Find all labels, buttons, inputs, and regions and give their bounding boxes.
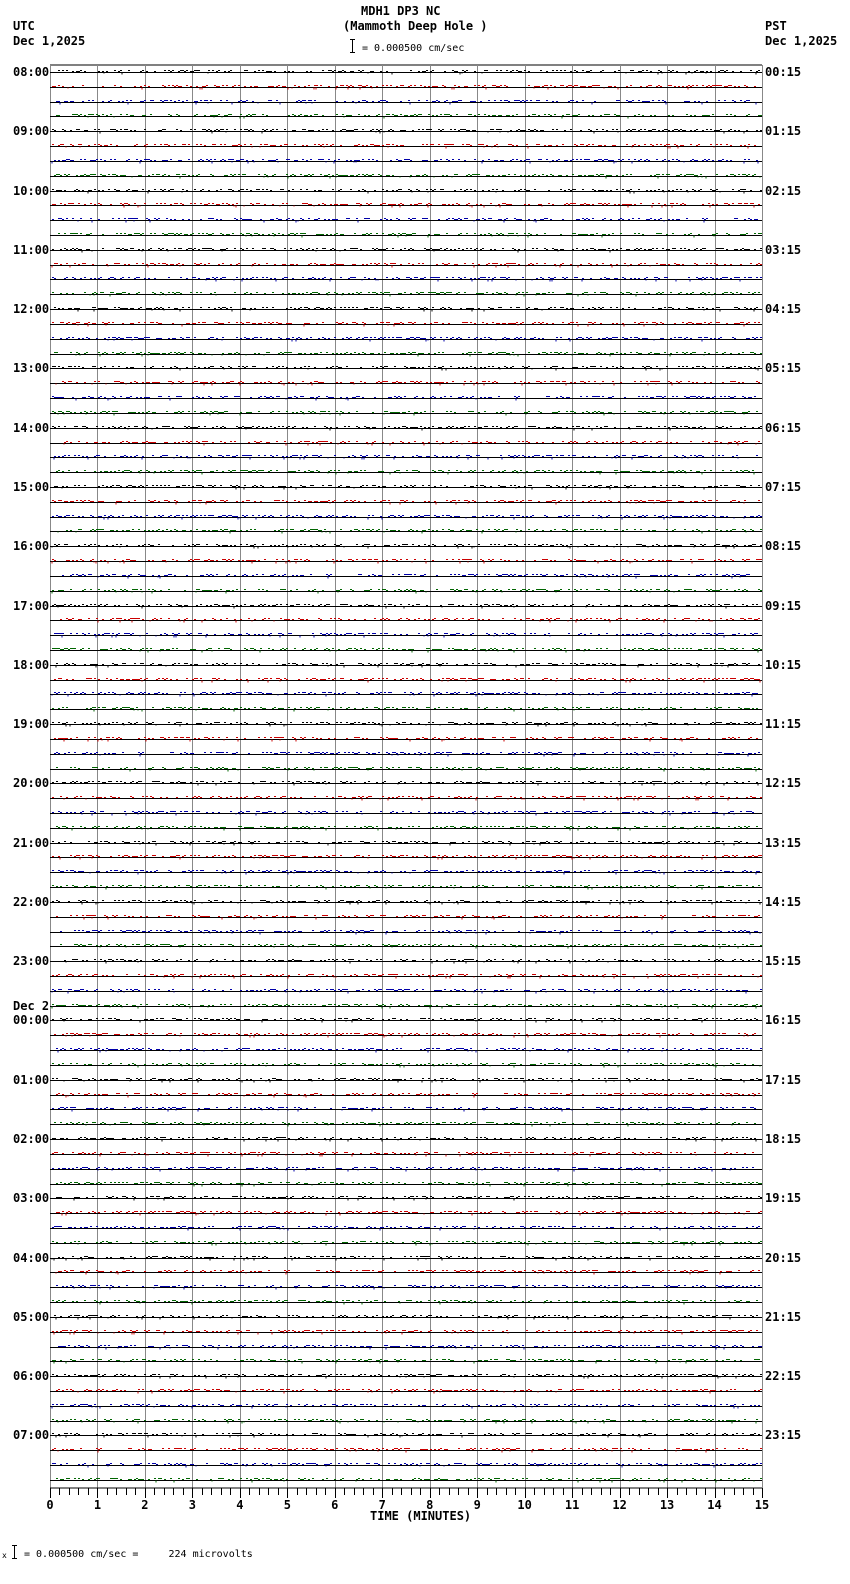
utc-hour-label: 11:00: [13, 242, 50, 257]
utc-hour-label: 02:00: [13, 1132, 50, 1147]
utc-hour-label: 19:00: [13, 717, 50, 732]
utc-hour-label: 14:00: [13, 420, 50, 435]
x-tick-label: 2: [141, 1498, 149, 1512]
pst-hour-label: 05:15: [765, 361, 802, 376]
pst-hour-label: 06:15: [765, 420, 802, 435]
pst-hour-label: 15:15: [765, 954, 802, 969]
x-tick-label: 12: [612, 1498, 627, 1512]
pst-hour-label: 12:15: [765, 776, 802, 791]
pst-hour-label: 20:15: [765, 1250, 802, 1265]
utc-date-change-label: Dec 2: [13, 999, 50, 1014]
x-tick-label: 14: [707, 1498, 722, 1512]
x-tick-label: 11: [564, 1498, 580, 1512]
utc-hour-label: 03:00: [13, 1191, 50, 1206]
x-tick-label: 1: [93, 1498, 102, 1512]
utc-hour-label: 09:00: [13, 124, 50, 139]
x-tick-label: 6: [331, 1498, 339, 1512]
pst-hour-label: 21:15: [765, 1309, 802, 1324]
pst-hour-label: 17:15: [765, 1072, 802, 1087]
utc-hour-label: 18:00: [13, 657, 50, 672]
utc-hour-label: 22:00: [13, 894, 50, 909]
utc-hour-label: 12:00: [13, 302, 50, 317]
pst-hour-label: 13:15: [765, 835, 802, 850]
x-tick-label: 15: [754, 1498, 770, 1512]
utc-hour-label: 17:00: [13, 598, 50, 613]
utc-hour-label: 16:00: [13, 539, 50, 554]
footer-scale-text: = 0.000500 cm/sec = 224 microvolts: [24, 1549, 253, 1560]
x-tick-label: 4: [236, 1498, 244, 1512]
pst-hour-label: 08:15: [765, 539, 802, 554]
utc-hour-label: 23:00: [13, 954, 50, 969]
pst-hour-label: 01:15: [765, 124, 802, 139]
pst-hour-label: 16:15: [765, 1013, 802, 1028]
pst-hour-label: 14:15: [765, 894, 802, 909]
station-location: (Mammoth Deep Hole ): [343, 19, 488, 33]
utc-hour-label: 07:00: [13, 1428, 50, 1443]
x-tick-label: 9: [473, 1498, 481, 1512]
utc-hour-label: 10:00: [13, 183, 50, 198]
right-timezone: PST: [765, 19, 787, 33]
pst-hour-label: 04:15: [765, 302, 802, 317]
x-axis-label: TIME (MINUTES): [370, 1509, 472, 1523]
pst-hour-label: 22:15: [765, 1369, 802, 1384]
x-tick-label: 3: [188, 1498, 197, 1512]
scale-text: = 0.000500 cm/sec: [362, 43, 465, 54]
utc-hour-label: 04:00: [13, 1250, 50, 1265]
pst-hour-label: 07:15: [765, 479, 802, 494]
x-tick-label: 7: [378, 1498, 386, 1512]
pst-hour-label: 00:15: [765, 65, 802, 79]
pst-hour-label: 03:15: [765, 242, 802, 257]
pst-hour-label: 09:15: [765, 598, 802, 613]
pst-hour-label: 11:15: [765, 717, 802, 732]
footer-scale-bar-icon: [14, 1545, 20, 1559]
utc-hour-label: 01:00: [13, 1072, 50, 1087]
left-date: Dec 1,2025: [13, 34, 86, 48]
utc-hour-label: 13:00: [13, 361, 50, 376]
utc-hour-label: 21:00: [13, 835, 50, 850]
x-tick-label: 0: [46, 1498, 54, 1512]
x-tick-label: 8: [426, 1498, 434, 1512]
utc-hour-label: 20:00: [13, 776, 50, 791]
utc-hour-label: 00:00: [13, 1013, 50, 1028]
pst-hour-label: 23:15: [765, 1428, 802, 1443]
pst-hour-label: 18:15: [765, 1132, 802, 1147]
left-timezone: UTC: [13, 19, 35, 33]
footer-prefix: x: [2, 1551, 7, 1560]
x-tick-label: 10: [517, 1498, 532, 1512]
utc-hour-label: 08:00: [13, 65, 50, 79]
x-tick-label: 5: [283, 1498, 291, 1512]
pst-hour-label: 10:15: [765, 657, 802, 672]
pst-hour-label: 19:15: [765, 1191, 802, 1206]
station-title: MDH1 DP3 NC: [361, 4, 441, 18]
pst-hour-label: 02:15: [765, 183, 802, 198]
utc-hour-label: 05:00: [13, 1309, 50, 1324]
utc-hour-label: 06:00: [13, 1369, 50, 1384]
right-date: Dec 1,2025: [765, 34, 838, 48]
x-tick-label: 13: [659, 1498, 675, 1512]
utc-hour-label: 15:00: [13, 479, 50, 494]
